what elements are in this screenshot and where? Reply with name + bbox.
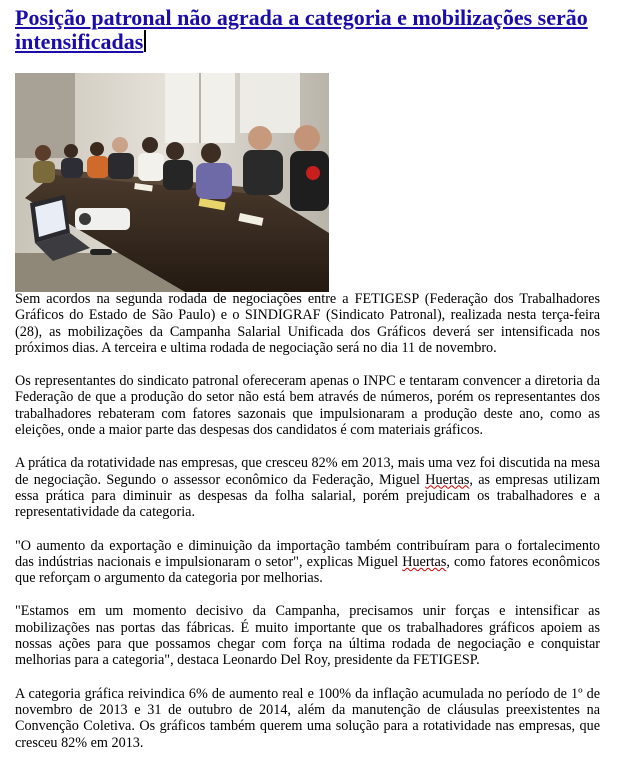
spellcheck-word: Huertas [425,471,470,488]
article-body [15,291,600,768]
paragraph-4-before: "O aumento da exportação e diminuição da importação também contribuíram para o fortalecimento das indústrias nacionais e impulsionaram o setor", explicas Miguel [15,537,600,570]
headline-text[interactable]: Posição patronal não agrada a categoria e mobilizações serão intensificadas [15,5,588,54]
meeting-photo [15,73,329,292]
paragraph-3-before: A prática da rotatividade nas empresas, que cresceu 82% em 2013, mais uma vez foi discutida na mesa de negociação. Segundo o assessor econômico da Federação, Miguel [15,455,600,488]
article-headline[interactable] [15,6,615,54]
text-cursor [144,30,146,52]
paragraph-2: Os representantes do sindicato patronal ofereceram apenas o INPC e tentaram convencer a diretoria da Federação de que a produção do setor não está bem através de números, porém os representantes dos trabalhadores rebateram com fatores sazonais que impulsionaram a produção deste ano, como as eleições, onde a maior parte das despesas dos candidatos é com materiais gráficos. [15,373,600,439]
meeting-photo-icon [15,73,329,292]
paragraph-3 [15,455,600,520]
paragraph-5: "Estamos em um momento decisivo da Campanha, precisamos unir forças e intensificar as mobilizações nas portas das fábricas. É muito importante que os trabalhadores gráficos apoiem as nossas ações para que possamos chegar com força na última rodada de negociação e conquistar melhorias para a categoria", destaca Leonardo Del Roy, presidente da FETIGESP. [15,603,600,669]
paragraph-6: A categoria gráfica reivindica 6% de aumento real e 100% da inflação acumulada no período de 1º de novembro de 2013 e 31 de outubro de 2014, além da manutenção de cláusulas preexistentes na Convenção Coletiva. Os gráficos também querem uma solução para a rotatividade nas empresas, que cresceu 82% em 2013. [15,685,600,751]
paragraph-4 [15,538,600,587]
paragraph-1: Sem acordos na segunda rodada de negociações entre a FETIGESP (Federação dos Trabalhadores Gráficos do Estado de São Paulo) e o SINDIGRAF (Sindicato Patronal), realizada nesta terça-feira (28), as mobilizações da Campanha Salarial Unificada dos Gráficos deverá ser intensificada nos próximos dias. A terceira e ultima rodada de negociação será no dia 11 de novembro. [15,291,600,356]
paragraph-4-after: , como fatores econômicos que reforçam o argumento da categoria por melhorias. [15,553,600,587]
spellcheck-word: Huertas [402,553,447,570]
paragraph-3-after: , as empresas utilizam essa prática para diminuir as despesas da folha salarial, porém prejudicam os trabalhadores e a representatividade da categoria. [15,471,600,521]
